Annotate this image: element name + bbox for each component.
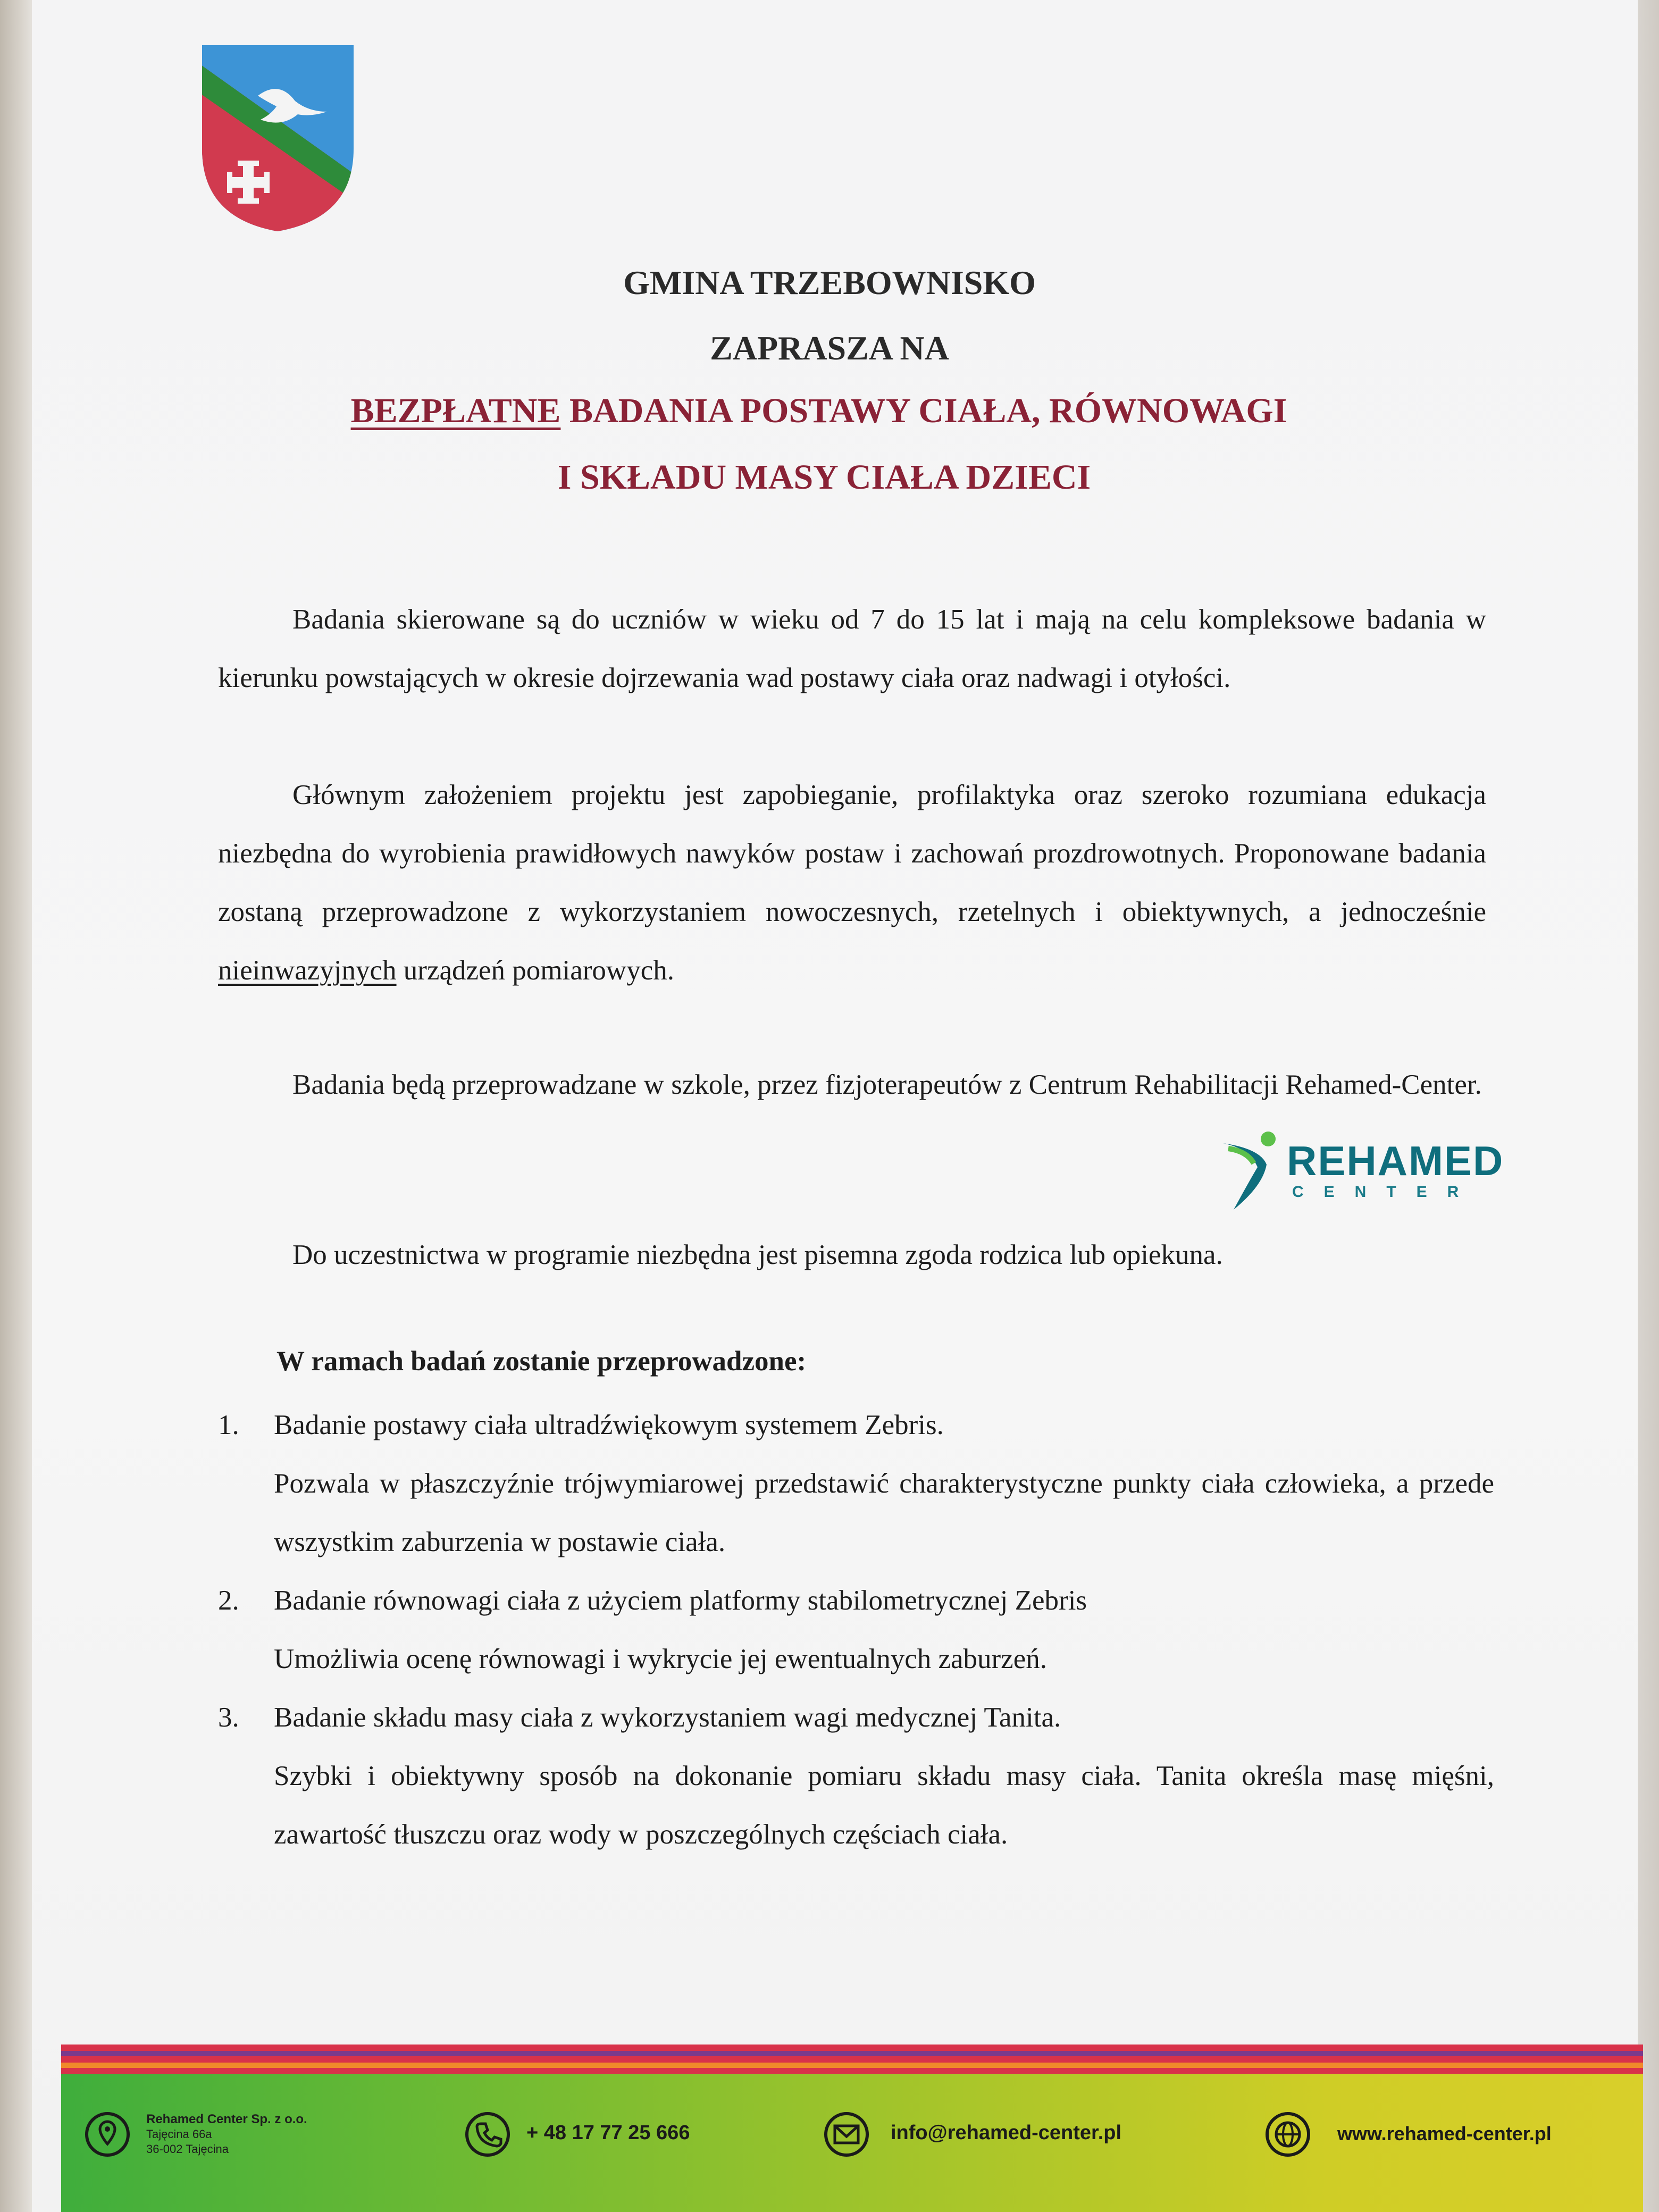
phone-number[interactable]: + 48 17 77 25 666: [526, 2122, 690, 2144]
underlined-word: nieinwazyjnych: [218, 955, 397, 986]
gmina-coat-of-arms: [199, 43, 356, 234]
rehamed-logo: [1218, 1127, 1504, 1212]
company-address: Rehamed Center Sp. z o.o. Tajęcina 66a 36-002 Tajęcina: [146, 2112, 307, 2156]
rehamed-logo-sub: CENTER: [1292, 1183, 1479, 1201]
section-heading: W ramach badań zostanie przeprowadzone:: [276, 1346, 807, 1377]
paragraph-consent: Do uczestnictwa w programie niezbędna jest pisemna zgoda rodzica lub opiekuna.: [292, 1239, 1223, 1270]
paragraph-location: Badania będą przeprowadzane w szkole, przez fizjoterapeutów z Centrum Rehabilitacji Rehamed-Center.: [292, 1069, 1482, 1100]
paragraph-target-group: Badania skierowane są do uczniów w wieku od 7 do 15 lat i mają na celu kompleksowe badania w kierunku powstających w okresie dojrzewania wad postawy ciała oraz nadwagi i otyłości.: [218, 604, 1486, 693]
paragraph-project-goal: Głównym założeniem projektu jest zapobieganie, profilaktyka oraz szeroko rozumiana edukacja niezbędna do wyrobienia prawidłowych nawyków postaw i zachowań prozdrowotnych. Proponowane badania zostaną przeprowadzone z wykorzystaniem nowoczesnych, rzetelnych i obiektywnych, a jednocześnie nieinwazyjnych urządzeń pomiarowych.: [218, 780, 1486, 986]
title-line-4: I SKŁADU MASY CIAŁA DZIECI: [557, 458, 1091, 497]
rehamed-logo-name: REHAMED: [1287, 1137, 1504, 1184]
title-line-1: GMINA TRZEBOWNISKO: [623, 264, 1036, 301]
phone-icon: [465, 2112, 510, 2157]
location-icon: [85, 2112, 130, 2157]
website-url[interactable]: www.rehamed-center.pl: [1337, 2123, 1552, 2144]
globe-icon: [1266, 2112, 1310, 2157]
title-free-word: BEZPŁATNE: [350, 391, 561, 430]
footer-stripes: [61, 2045, 1643, 2074]
title-line-3: [0, 391, 1648, 431]
footer-bar: [61, 2074, 1643, 2212]
email-address[interactable]: info@rehamed-center.pl: [891, 2122, 1122, 2144]
title-line-2: ZAPRASZA NA: [710, 329, 949, 367]
list-item: 2. Badanie równowagi ciała z użyciem platformy stabilometrycznej Zebris Umożliwia ocenę równowagi i wykrycie jej ewentualnych zaburzeń.: [218, 1585, 1087, 1674]
rehamed-figure-icon: [1218, 1127, 1281, 1212]
mail-icon: [824, 2112, 869, 2157]
list-item: 1. Badanie postawy ciała ultradźwiękowym systemem Zebris. Pozwala w płaszczyźnie trójwymiarowej przedstawić charakterystyczne punkty ciała człowieka, a przede wszystkim zaburzenia w postawie ciała.: [218, 1410, 1494, 1557]
title-line-3-rest: BADANIA POSTAWY CIAŁA, RÓWNOWAGI: [560, 391, 1287, 430]
list-item: 3. Badanie składu masy ciała z wykorzystaniem wagi medycznej Tanita. Szybki i obiektywny sposób na dokonanie pomiaru składu masy ciała. Tanita określa masę mięśni, zawartość tłuszczu oraz wody w poszczególnych częściach ciała.: [218, 1702, 1494, 1850]
